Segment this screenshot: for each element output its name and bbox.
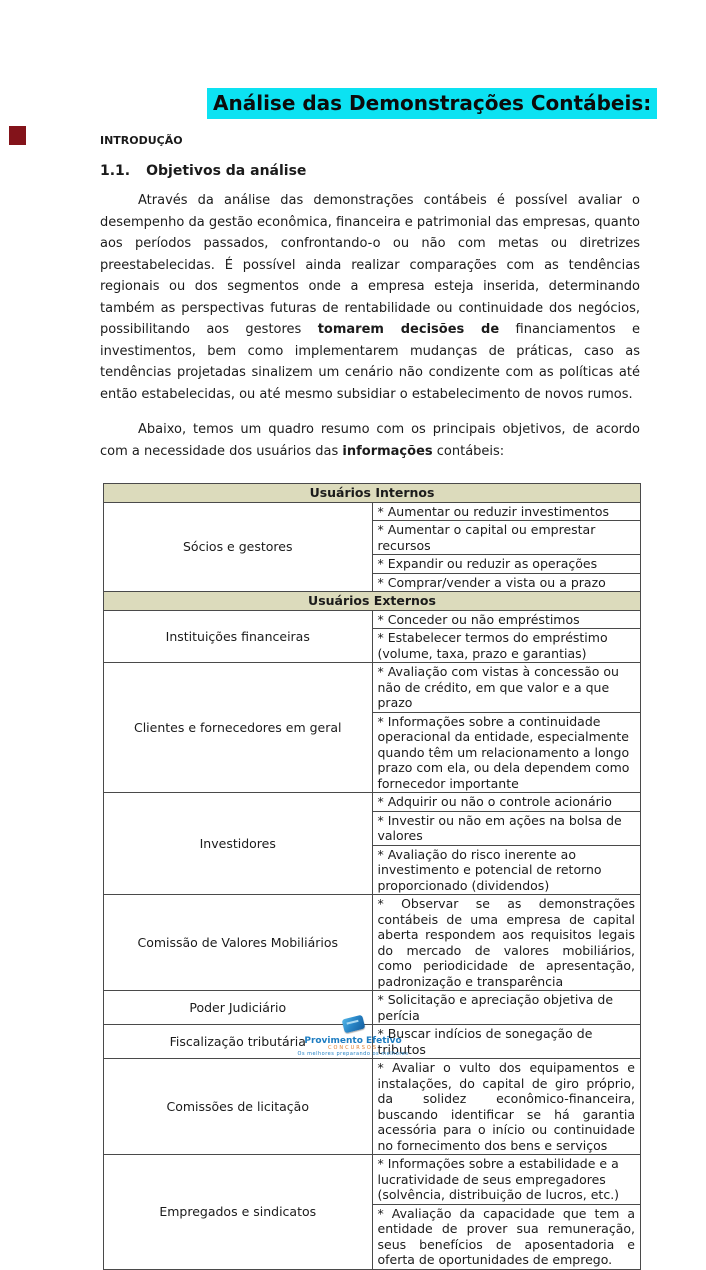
objective-cell: * Estabelecer termos do empréstimo (volume, taxa, prazo e garantias) xyxy=(372,629,641,663)
text-run: financiamentos e investimentos, bem como implementarem mudanças de práticas, caso as tendências projetadas sinalizem um cenário não condizente com as políticas até então estabelecidas, ou até mesmo subsidiar o estabelecimento de novos rumos. xyxy=(100,322,641,402)
user-group-label: Sócios e gestores xyxy=(104,502,373,592)
objective-cell: * Informações sobre a estabilidade e a lucratividade de seus empregadores (solvência, distribuição de lucros, etc.) xyxy=(372,1155,641,1205)
text-run: Através da análise das demonstrações contábeis é possível avaliar o desempenho da gestão econômica, financeira e patrimonial das empresas, quanto aos períodos passados, confrontando-o ou não com metas ou diretrizes preestabelecidas. É possível ainda realizar comparações com as tendências regionais ou dos segmentos onde a empresa esteja inserida, determinando também as perspectivas futuras de rentabilidade ou continuidade dos negócios, possibilitando aos gestores xyxy=(100,193,641,337)
users-objectives-table xyxy=(103,483,641,1270)
table-section-row xyxy=(104,484,641,503)
objective-cell: * Buscar indícios de sonegação de tributos xyxy=(372,1025,641,1059)
provimento-efetivo-logo-icon xyxy=(341,1015,365,1034)
objective-cell: * Comprar/vender a vista ou a prazo xyxy=(372,573,641,592)
objective-cell: * Informações sobre a continuidade operacional da entidade, especialmente quando têm um relacionamento a longo prazo com ela, ou dela dependem como fornecedor importante xyxy=(372,712,641,793)
table-row xyxy=(104,663,641,713)
document-page xyxy=(0,88,706,1267)
bold-text-run: informações xyxy=(342,443,433,459)
paragraph-table-intro xyxy=(100,419,640,462)
footer-logo xyxy=(0,1016,706,1058)
intro-label: INTRODUÇÃO xyxy=(100,134,183,147)
users-table-body xyxy=(104,484,641,1270)
objective-cell: * Aumentar ou reduzir investimentos xyxy=(372,502,641,521)
title-row xyxy=(207,88,706,119)
bold-text-run: tomarem decisões de xyxy=(317,322,500,337)
table-row xyxy=(104,793,641,812)
user-group-label: Fiscalização tributária xyxy=(104,1025,373,1059)
objective-cell: * Expandir ou reduzir as operações xyxy=(372,555,641,574)
table-section-header: Usuários Externos xyxy=(104,592,641,611)
user-group-label: Empregados e sindicatos xyxy=(104,1155,373,1270)
paragraph-objectives xyxy=(100,190,640,405)
table-row xyxy=(104,502,641,521)
footer-brand-tagline: Os melhores preparando os melhores xyxy=(297,1051,409,1057)
user-group-label: Comissões de licitação xyxy=(104,1059,373,1155)
objective-cell: * Investir ou não em ações na bolsa de valores xyxy=(372,811,641,845)
objective-cell: * Conceder ou não empréstimos xyxy=(372,610,641,629)
document-content xyxy=(100,134,640,1270)
objective-cell: * Aumentar o capital ou emprestar recursos xyxy=(372,521,641,555)
objective-cell: * Avaliação do risco inerente ao investimento e potencial de retorno proporcionado (dividendos) xyxy=(372,845,641,895)
objective-cell: * Avaliação da capacidade que tem a entidade de prover sua remuneração, seus benefícios de aposentadoria e oferta de oportunidades de emprego. xyxy=(372,1204,641,1269)
objective-cell: * Avaliação com vistas à concessão ou não de crédito, em que valor e a que prazo xyxy=(372,663,641,713)
objective-cell: * Observar se as demonstrações contábeis de uma empresa de capital aberta respondem aos requisitos legais do mercado de valores mobiliários, como periodicidade de apresentação, padronização e transparência xyxy=(372,895,641,991)
table-row xyxy=(104,1059,641,1155)
red-corner-mark xyxy=(9,126,26,145)
text-run: Abaixo, temos um quadro resumo com os principais objetivos, de acordo com a necessidade dos usuários das xyxy=(100,422,640,459)
section-title: Objetivos da análise xyxy=(146,163,307,179)
user-group-label: Instituições financeiras xyxy=(104,610,373,663)
objective-cell: * Adquirir ou não o controle acionário xyxy=(372,793,641,812)
section-number: 1.1. xyxy=(100,163,131,179)
objective-cell: * Solicitação e apreciação objetiva de perícia xyxy=(372,991,641,1025)
page-title: Análise das Demonstrações Contábeis: xyxy=(207,88,657,119)
table-section-row xyxy=(104,592,641,611)
section-heading xyxy=(100,163,640,179)
footer-brand-sub: CONCURSOS xyxy=(327,1045,379,1051)
user-group-label: Poder Judiciário xyxy=(104,991,373,1025)
table-row xyxy=(104,610,641,629)
table-row xyxy=(104,1155,641,1205)
text-run: contábeis: xyxy=(432,443,505,459)
footer-brand-name: Provimento Efetivo xyxy=(304,1036,402,1046)
user-group-label: Comissão de Valores Mobiliários xyxy=(104,895,373,991)
table-section-header: Usuários Internos xyxy=(104,484,641,503)
objective-cell: * Avaliar o vulto dos equipamentos e instalações, do capital de giro próprio, da solidez econômico-financeira, buscando identificar se há garantia acessória para o início ou continuidade no fornecimento dos bens e serviços xyxy=(372,1059,641,1155)
user-group-label: Clientes e fornecedores em geral xyxy=(104,663,373,793)
table-row xyxy=(104,895,641,991)
user-group-label: Investidores xyxy=(104,793,373,895)
